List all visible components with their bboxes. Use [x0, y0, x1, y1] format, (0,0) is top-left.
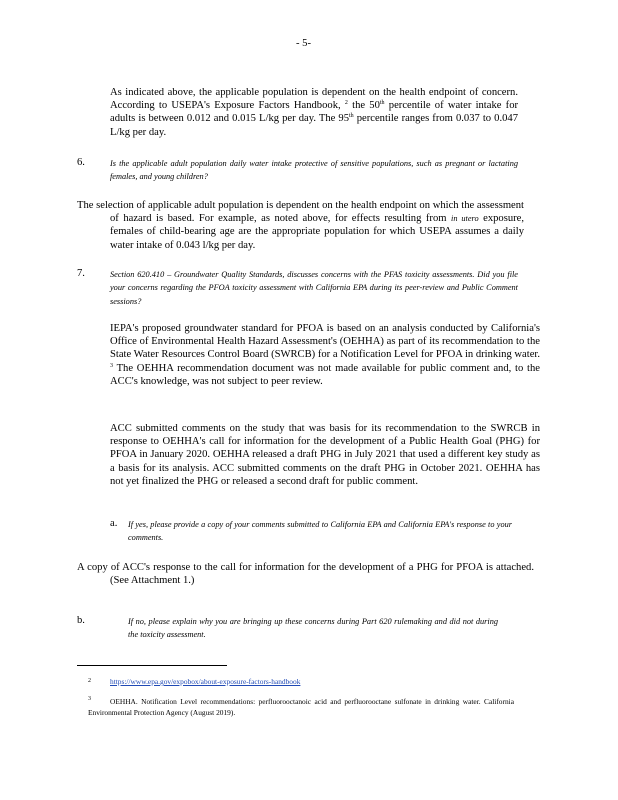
answer-7a: A copy of ACC's response to the call for information for the development of a PHG for PFOA is attached. (See Attachment 1.)	[77, 562, 534, 587]
subquestion-letter: a.	[110, 518, 118, 529]
footnote-text: OEHHA. Notification Level recommendations: perfluorooctanoic acid and perfluorooctane sulfonate in drinking water. California Environmental Protection Agency (August 2019).	[88, 697, 514, 717]
footnote-ref[interactable]: 2	[344, 100, 348, 107]
subquestion-letter: b.	[77, 615, 85, 626]
paragraph-water-intake: As indicated above, the applicable population is dependent on the health endpoint of concern. According to USEPA's Exposure Factors Handbook, $^2$ the 50th percentile of water intake for adults is between 0.012 and 0.015 L/kg per day. The 95th percentile ranges from 0.037 to 0.047 L/kg per day.	[110, 87, 519, 138]
question-number: 6.	[77, 157, 85, 168]
footnote-number: 3	[88, 696, 91, 702]
answer-7-paragraph-1: IEPA's proposed groundwater standard for PFOA is based on an analysis conducted by California's Office of Environmental Health Hazard Assessment's (OEHHA) as part of its recommendation to the State Water Resources Control Board (SWRCB) for a Notification Level for PFOA in drinking water. $^3$ The OEHHA recommendation document was not made available for public comment and, to the ACC's knowledge, was not subject to peer review.	[110, 323, 540, 387]
question-7: Section 620.410 – Groundwater Quality Standards, discusses concerns with the PFAS toxicity assessments. Did you file your concerns regarding the PFOA toxicity assessment with California EPA during its peer-review and Public Comment sessions?	[110, 270, 518, 306]
answer-6: The selection of applicable adult population is dependent on the health endpoint on which the assessment of hazard is based. For example, as noted above, for effects resulting from in utero exposure, females of child-bearing age are the appropriate population for which USEPA assumes a daily water intake of 0.043 l/kg per day.	[77, 200, 525, 251]
question-7b: If no, please explain why you are bringing up these concerns during Part 620 rulemaking and did not during the toxicity assessment.	[128, 617, 498, 640]
page-number: - 5-	[296, 38, 312, 49]
footnote-separator	[77, 665, 227, 666]
footnote-ref[interactable]: 3	[110, 362, 113, 369]
question-7a: If yes, please provide a copy of your comments submitted to California EPA and California EPA's response to your comments.	[128, 520, 512, 543]
question-number: 7.	[77, 268, 85, 279]
question-6: Is the applicable adult population daily water intake protective of sensitive populations, such as pregnant or lactating females, and young children?	[110, 159, 518, 182]
answer-7-paragraph-2: ACC submitted comments on the study that was basis for its recommendation to the SWRCB in response to OEHHA's call for information for the development of a Public Health Goal (PHG) for PFOA in January 2020. OEHHA released a draft PHG in July 2021 that used a different key study as a basis for its analysis. ACC submitted comments on the draft PHG in October 2021. OEHHA has not yet finalized the PHG or released a second draft for public comment.	[110, 423, 540, 487]
footnote-link[interactable]: https://www.epa.gov/expobox/about-exposure-factors-handbook	[110, 677, 301, 686]
footnote-number: 2	[88, 678, 91, 684]
